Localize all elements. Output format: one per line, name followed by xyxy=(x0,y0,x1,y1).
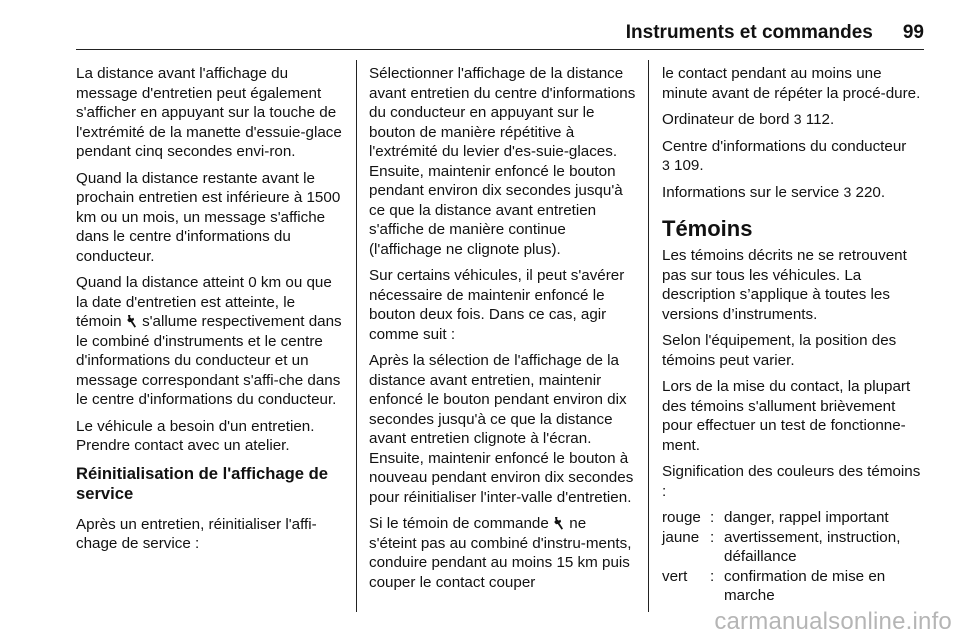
section-title: Instruments et commandes xyxy=(625,22,873,43)
color-name: jaune xyxy=(662,528,700,546)
color-meaning: avertissement, instruction, défaillance xyxy=(724,528,901,565)
watermark: carmanualsonline.info xyxy=(714,608,952,635)
reference-page: 112. xyxy=(805,111,835,128)
reference-label: Informations sur le service xyxy=(662,183,840,201)
column-divider xyxy=(356,60,357,612)
paragraph xyxy=(76,273,344,410)
column-2 xyxy=(369,64,637,599)
paragraph: le contact pendant au moins une minute avant de répéter la procé-dure. xyxy=(662,65,921,102)
arrow-ref-icon: 3 xyxy=(662,157,670,173)
paragraph: Sur certains véhicules, il peut s'avérer nécessaire de maintenir enfoncé le bouton deux fois. Dans ce cas, agir comme suit : xyxy=(369,267,625,343)
reference-page: 220. xyxy=(855,183,886,201)
paragraph: Sélectionner l'affichage de la distance avant entretien du centre d'informations du conducteur en appuyant sur le bouton de manière répétitive à l'extrémité du levier d'es-suie-glaces. Ensuite, maintenir enfoncé le bouton pendant environ dix secondes jusqu'à ce que la distance avant entretien s'affiche de manière continue (l'affichage ne clignote plus). xyxy=(369,65,636,258)
color-meaning: confirmation de mise en marche xyxy=(724,567,886,604)
section-heading: Témoins xyxy=(662,216,753,241)
column-1 xyxy=(76,64,344,561)
section-heading: Réinitialisation de l'affichage de service xyxy=(76,463,328,503)
table-row xyxy=(662,508,928,528)
color-name: rouge xyxy=(662,509,701,526)
text-run: Si le témoin de commande xyxy=(369,515,549,532)
text-run: s'allume respectivement dans le combiné d'instruments et le centre d'informations du conducteur et un message correspondant s'affi-che dans le centre d'informations du conducteur. xyxy=(76,313,342,408)
column-3 xyxy=(662,64,928,606)
color-legend-table xyxy=(662,508,928,606)
cross-reference[interactable] xyxy=(662,137,928,176)
cross-reference[interactable] xyxy=(662,183,928,203)
paragraph: Après un entretien, réinitialiser l'affi-chage de service : xyxy=(76,515,317,552)
header-rule xyxy=(76,49,924,50)
paragraph: La distance avant l'affichage du message d'entretien peut également s'afficher en appuyant sur la touche de l'extrémité de la manette d'essuie-glace pendant cinq secondes envi-ron. xyxy=(76,65,342,160)
reference-page: 109. xyxy=(674,157,704,174)
paragraph: Après la sélection de l'affichage de la distance avant entretien, maintenir enfoncé le bouton pendant environ dix secondes jusqu'à ce que la distance avant entretien clignote à l'écran. Ensuite, maintenir enfoncé le bouton à nouveau pendant environ dix secondes pour réinitialiser l'inter-valle d'entretien. xyxy=(369,352,634,506)
color-meaning: danger, rappel important xyxy=(724,509,889,526)
paragraph: Quand la distance restante avant le prochain entretien est inférieure à 1500 km ou un mois, un message s'affiche dans le centre d'informations du conducteur. xyxy=(76,169,341,265)
page-header xyxy=(76,22,924,50)
arrow-ref-icon: 3 xyxy=(843,183,852,200)
paragraph: Le véhicule a besoin d'un entretien. Prendre contact avec un atelier. xyxy=(76,417,315,454)
table-row xyxy=(662,567,928,606)
separator: : xyxy=(710,509,715,526)
separator: : xyxy=(710,528,715,546)
wrench-icon xyxy=(126,314,137,328)
reference-label: Ordinateur de bord xyxy=(662,111,790,128)
reference-label: Centre d'informations du conducteur xyxy=(662,137,907,155)
paragraph: Lors de la mise du contact, la plupart des témoins s'allument brièvement pour effectuer un test de fonctionne-ment. xyxy=(662,378,911,454)
color-name: vert xyxy=(662,567,688,585)
column-divider xyxy=(648,60,649,612)
page-number: 99 xyxy=(902,22,924,43)
table-row xyxy=(662,528,928,567)
text-run: Quand la distance atteint 0 km ou que la date d'entretien est atteinte, le témoin xyxy=(76,274,332,330)
paragraph: Signification des couleurs des témoins : xyxy=(662,463,921,500)
paragraph xyxy=(369,514,637,592)
paragraph: Selon l'équipement, la position des témoins peut varier. xyxy=(662,332,897,369)
separator: : xyxy=(710,567,715,585)
cross-reference[interactable] xyxy=(662,110,928,130)
paragraph: Les témoins décrits ne se retrouvent pas sur tous les véhicules. La description s’applique à toutes les versions d’instruments. xyxy=(662,247,907,323)
text-run: ne s'éteint pas au combiné d'instru-ments, conduire pendant au moins 15 km puis couper le contact couper xyxy=(369,515,632,591)
arrow-ref-icon: 3 xyxy=(793,111,802,127)
wrench-icon xyxy=(553,516,564,530)
